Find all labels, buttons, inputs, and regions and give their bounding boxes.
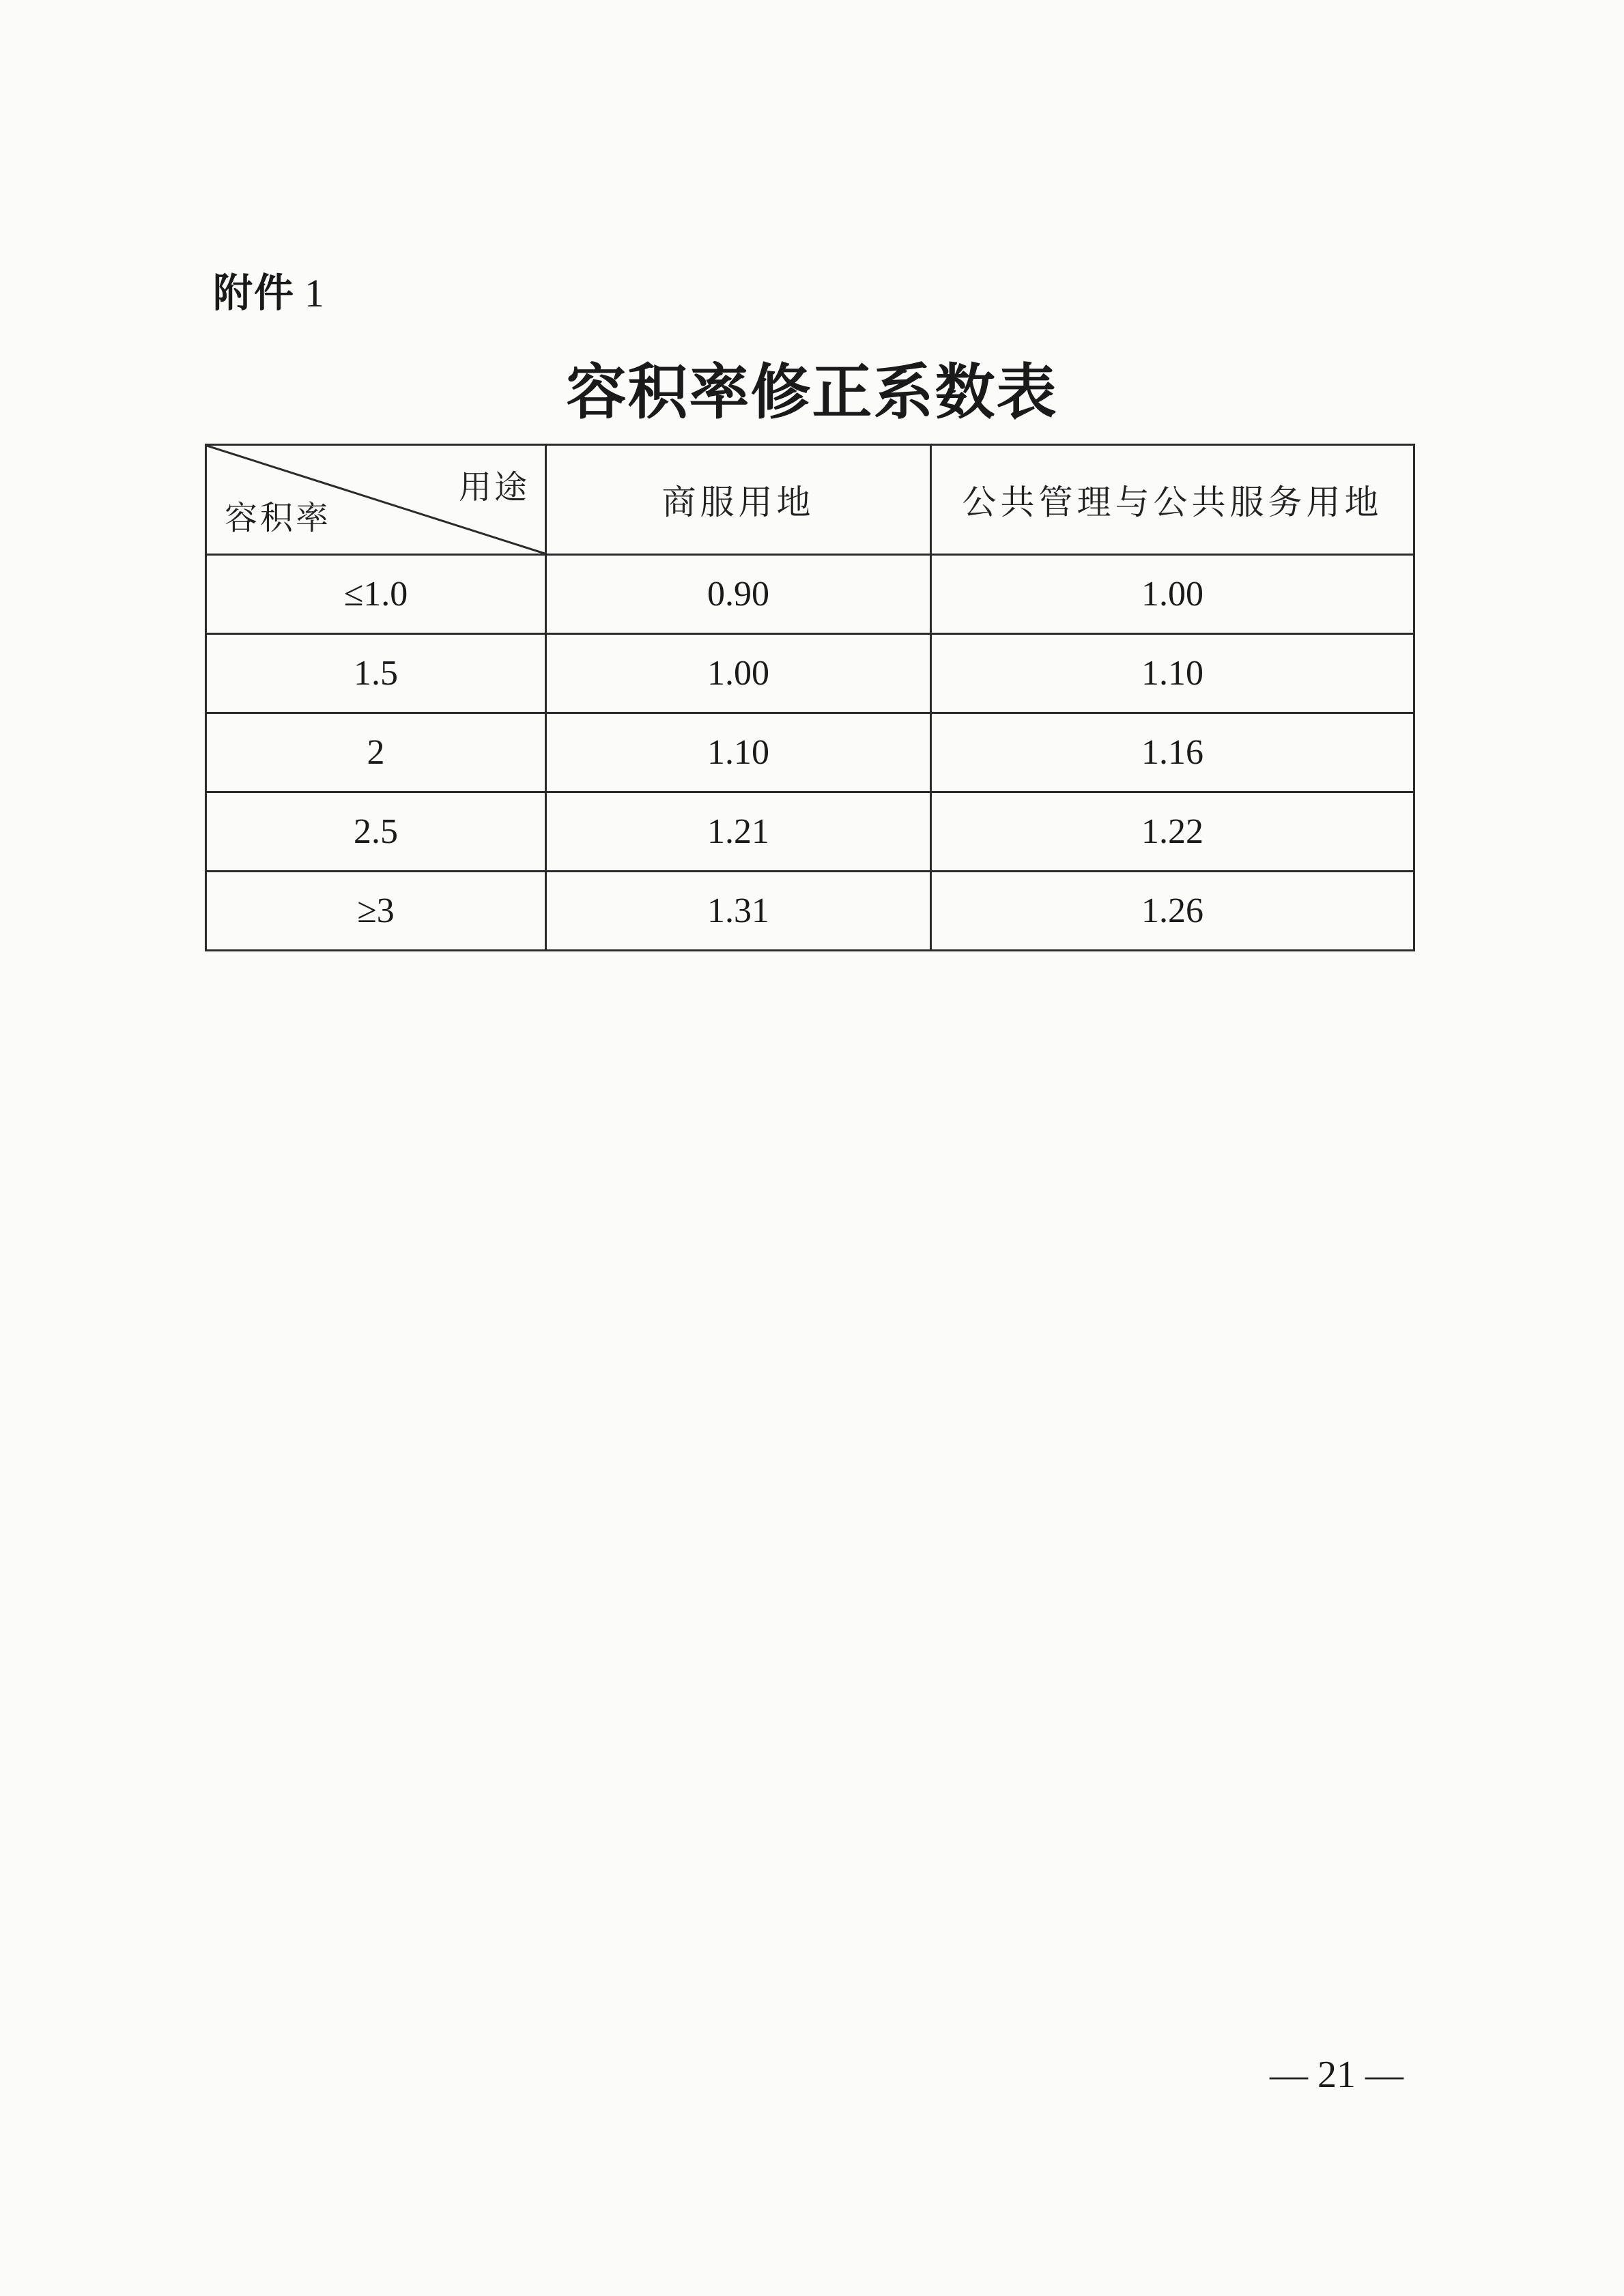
coefficient-table xyxy=(205,444,1415,951)
column-header-commercial: 商服用地 xyxy=(546,445,931,555)
public-service-value-cell: 1.10 xyxy=(931,634,1414,713)
public-service-value-cell: 1.22 xyxy=(931,792,1414,872)
attachment-label xyxy=(213,270,326,316)
attachment-prefix: 附件 xyxy=(213,270,296,316)
attachment-number: 1 xyxy=(304,271,326,315)
diagonal-header-cell xyxy=(206,445,546,555)
commercial-value-cell: 1.00 xyxy=(546,634,931,713)
table-header-row xyxy=(206,445,1414,555)
ratio-cell: ≤1.0 xyxy=(206,555,546,634)
coefficient-table-container xyxy=(205,444,1413,942)
table-row xyxy=(206,872,1414,951)
diagonal-header-usage: 用途 xyxy=(458,468,530,506)
commercial-value-cell: 0.90 xyxy=(546,555,931,634)
table-row xyxy=(206,555,1414,634)
commercial-value-cell: 1.10 xyxy=(546,713,931,792)
page-number: — 21 — xyxy=(1270,2054,1404,2096)
public-service-value-cell: 1.26 xyxy=(931,872,1414,951)
ratio-cell: ≥3 xyxy=(206,872,546,951)
ratio-cell: 2 xyxy=(206,713,546,792)
ratio-cell: 1.5 xyxy=(206,634,546,713)
commercial-value-cell: 1.21 xyxy=(546,792,931,872)
column-header-public-service: 公共管理与公共服务用地 xyxy=(931,445,1414,555)
commercial-value-cell: 1.31 xyxy=(546,872,931,951)
table-row xyxy=(206,634,1414,713)
table-row xyxy=(206,792,1414,872)
public-service-value-cell: 1.00 xyxy=(931,555,1414,634)
ratio-cell: 2.5 xyxy=(206,792,546,872)
public-service-value-cell: 1.16 xyxy=(931,713,1414,792)
diagonal-header-ratio: 容积率 xyxy=(225,499,332,537)
table-row xyxy=(206,713,1414,792)
document-title: 容积率修正系数表 xyxy=(566,356,1058,427)
